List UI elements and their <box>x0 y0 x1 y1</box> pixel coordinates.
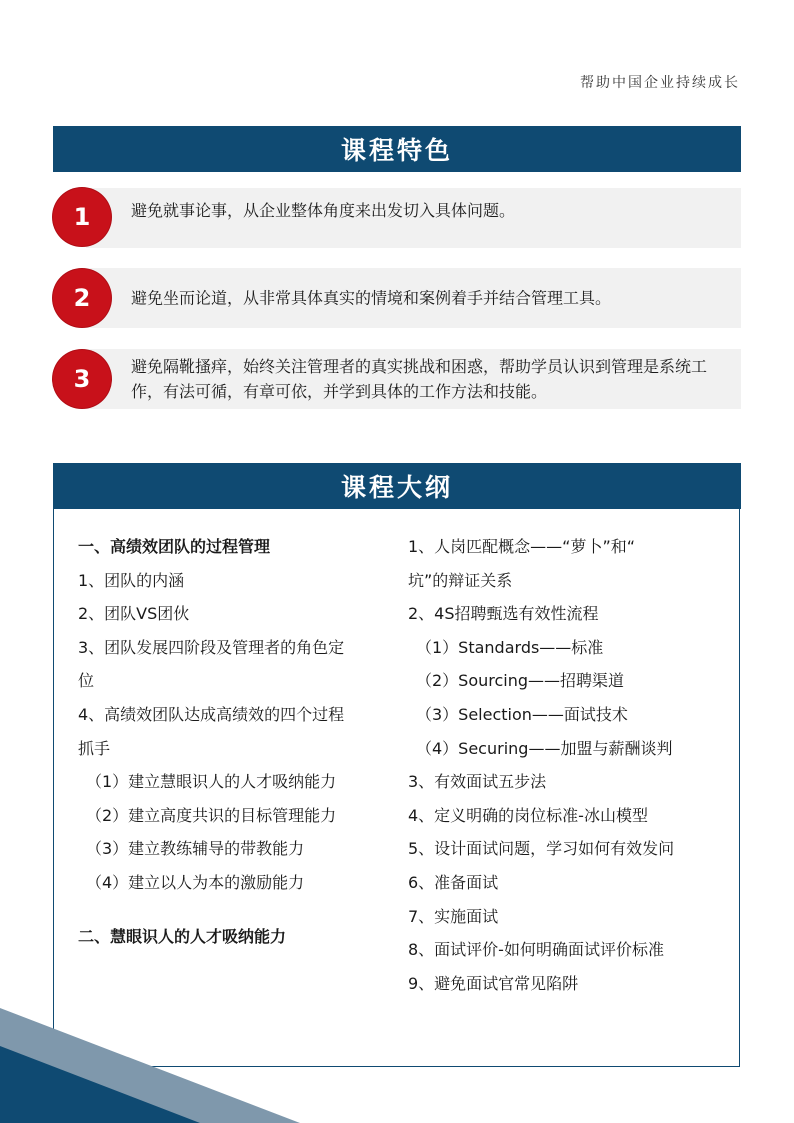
outline-item: 6、准备面试 <box>408 872 499 892</box>
outline-subitem: （4）建立以人为本的激励能力 <box>86 872 305 892</box>
features-section-title: 课程特色 <box>53 126 741 172</box>
feature-text-3: 避免隔靴搔痒，始终关注管理者的真实挑战和困惑，帮助学员认识到管理是系统工作，有法可循，有章可依，并学到具体的工作方法和技能。 <box>131 357 708 401</box>
outline-item: 2、团队VS团伙 <box>78 604 190 624</box>
outline-item: 7、实施面试 <box>408 906 499 926</box>
feature-card-1 <box>86 188 741 248</box>
outline-subitem: （4）Securing——加盟与薪酬谈判 <box>416 738 673 758</box>
outline-heading-1: 一、高绩效团队的过程管理 <box>78 537 271 556</box>
outline-item: 9、避免面试官常见陷阱 <box>408 973 579 993</box>
outline-item: 4、高绩效团队达成高绩效的四个过程 <box>78 704 345 724</box>
outline-subitem: （2）Sourcing——招聘渠道 <box>416 671 625 691</box>
outline-item: 3、有效面试五步法 <box>408 772 547 792</box>
corner-decoration <box>0 1008 300 1123</box>
outline-subitem: （3）Selection——面试技术 <box>416 704 628 724</box>
outline-item: 坑”的辩证关系 <box>408 570 513 590</box>
outline-heading-2: 二、慧眼识人的人才吸纳能力 <box>78 926 287 946</box>
outline-item: 1、人岗匹配概念——“萝卜”和“ <box>408 537 636 556</box>
outline-subitem: （1）建立慧眼识人的人才吸纳能力 <box>86 772 337 792</box>
feature-text-1: 避免就事论事，从企业整体角度来出发切入具体问题。 <box>131 201 516 220</box>
outline-item: 8、面试评价-如何明确面试评价标准 <box>408 940 664 960</box>
outline-subitem: （3）建立教练辅导的带教能力 <box>86 839 305 859</box>
outline-subitem: （2）建立高度共识的目标管理能力 <box>86 805 337 825</box>
feature-number-2: 2 <box>53 269 111 327</box>
outline-right-column <box>408 530 674 1000</box>
outline-item: 3、团队发展四阶段及管理者的角色定 <box>78 637 345 657</box>
outline-subitem: （1）Standards——标准 <box>416 637 604 657</box>
outline-item: 抓手 <box>78 738 111 758</box>
outline-item: 5、设计面试问题，学习如何有效发问 <box>408 839 675 859</box>
feature-text-2: 避免坐而论道，从非常具体真实的情境和案例着手并结合管理工具。 <box>131 288 612 308</box>
outline-item: 4、定义明确的岗位标准-冰山模型 <box>408 805 648 825</box>
feature-card-3 <box>86 349 741 409</box>
feature-number-1: 1 <box>53 188 111 246</box>
outline-section-title: 课程大纲 <box>53 463 741 509</box>
feature-card-2 <box>86 268 741 328</box>
outline-item: 2、4S招聘甄选有效性流程 <box>408 604 599 624</box>
outline-item: 1、团队的内涵 <box>78 570 185 590</box>
outline-left-column <box>78 530 344 953</box>
company-tagline: 帮助中国企业持续成长 <box>580 75 740 91</box>
outline-item: 位 <box>78 671 95 691</box>
feature-number-3: 3 <box>53 350 111 408</box>
